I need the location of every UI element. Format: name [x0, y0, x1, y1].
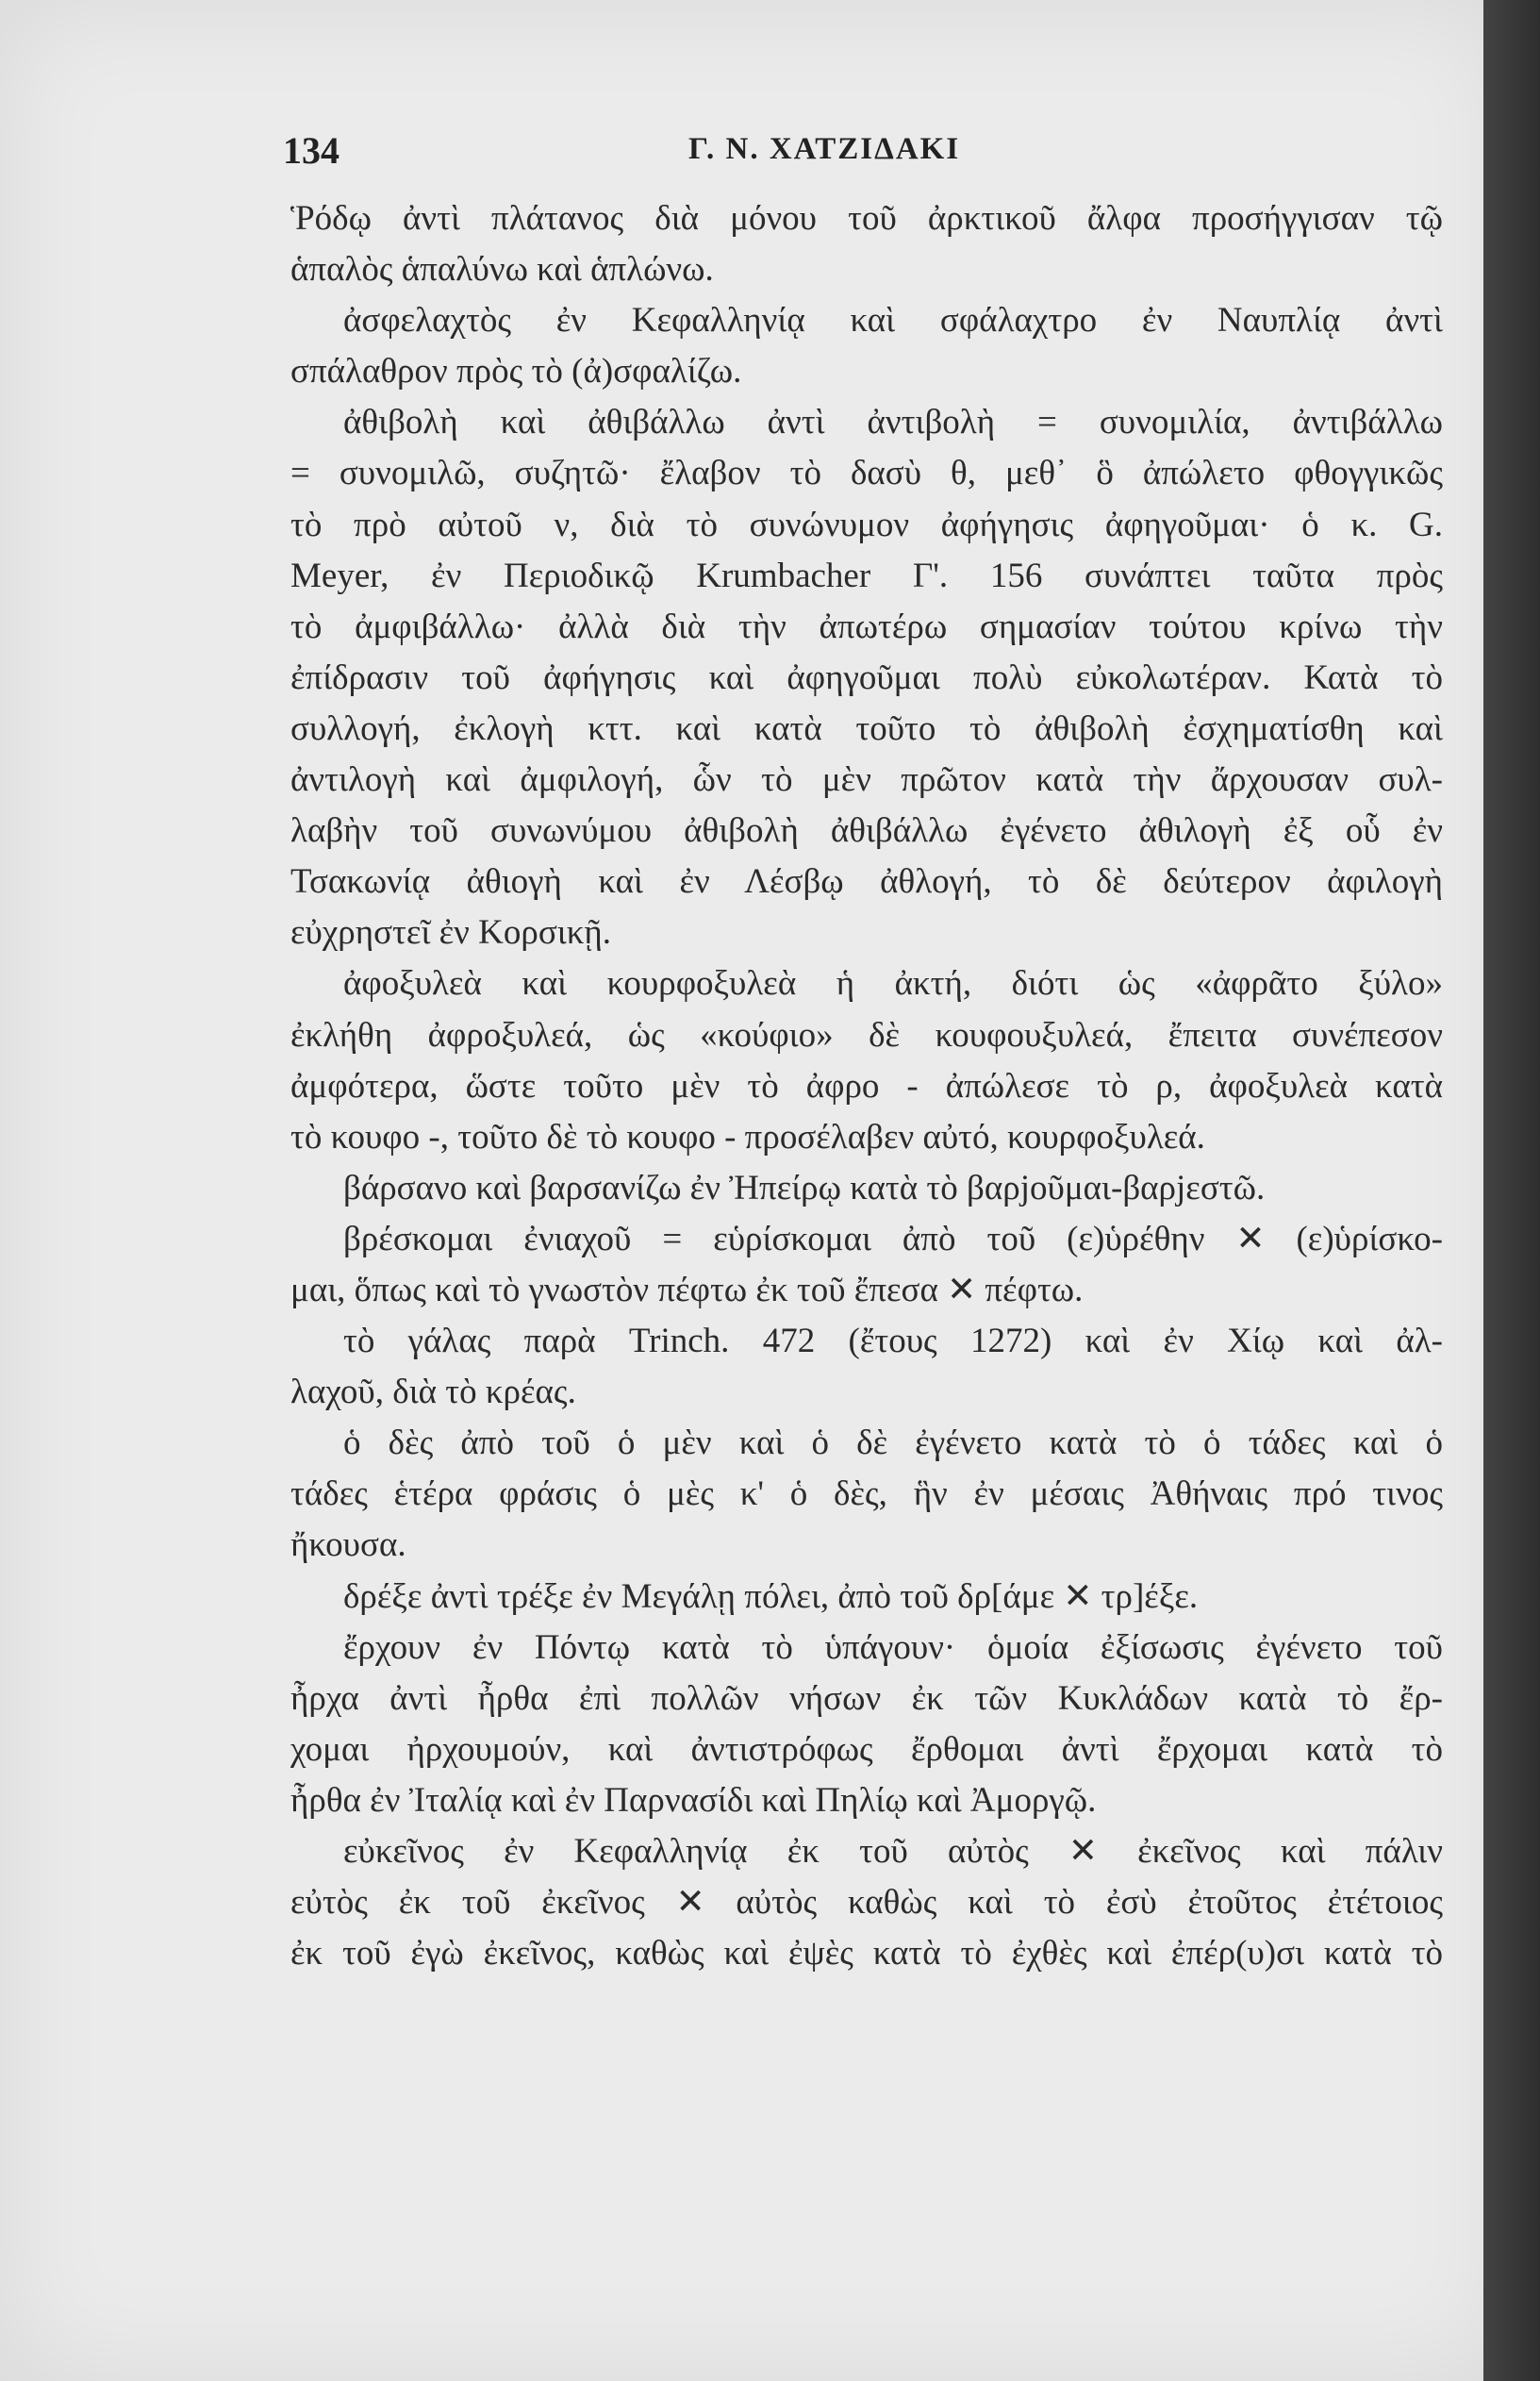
- text-line: λαβὴν τοῦ συνωνύμου ἀθιβολὴ ἀθιβάλλω ἐγένετο ἀθιλογὴ ἐξ οὗ ἐν: [290, 811, 1443, 851]
- text-line: Ῥόδῳ ἀντὶ πλάτανος διὰ μόνου τοῦ ἀρκτικοῦ ἄλφα προσήγγισαν τῷ: [290, 199, 1443, 238]
- text-line: ἤκουσα.: [290, 1525, 406, 1565]
- text-line: συλλογή, ἐκλογὴ κττ. καὶ κατὰ τοῦτο τὸ ἀθιβολὴ ἐσχηματίσθη καὶ: [290, 708, 1443, 748]
- text-line: μαι, ὅπως καὶ τὸ γνωστὸν πέφτω ἐκ τοῦ ἔπεσα ✕ πέφτω.: [290, 1270, 1084, 1309]
- book-spine-shadow: [1483, 0, 1540, 2381]
- text-line: ἐκ τοῦ ἐγὼ ἐκεῖνος, καθὼς καὶ ἐψὲς κατὰ τὸ ἐχθὲς καὶ ἐπέρ(υ)σι κατὰ τὸ: [290, 1934, 1443, 1973]
- text-line: ἦρθα ἐν Ἰταλίᾳ καὶ ἐν Παρνασίδι καὶ Πηλίῳ καὶ Ἀμοργῷ.: [290, 1780, 1097, 1820]
- text-line: Τσακωνίᾳ ἀθιογὴ καὶ ἐν Λέσβῳ ἀθλογή, τὸ δὲ δεύτερον ἀφιλογὴ: [290, 862, 1443, 902]
- text-line: τὸ κουφο -, τοῦτο δὲ τὸ κουφο - προσέλαβεν αὐτό, κουρφοξυλεά.: [290, 1117, 1205, 1157]
- text-line: εὐχρηστεῖ ἐν Κορσικῇ.: [290, 913, 611, 953]
- page-header: [283, 128, 1443, 175]
- text-line: ἁπαλὸς ἁπαλύνω καὶ ἁπλώνω.: [290, 250, 714, 290]
- text-line: ἀντιλογὴ καὶ ἀμφιλογή, ὧν τὸ μὲν πρῶτον κατὰ τὴν ἄρχουσαν συλ-: [290, 760, 1443, 800]
- text-line: τὸ ἀμφιβάλλω· ἀλλὰ διὰ τὴν ἀπωτέρω σημασίαν τούτου κρίνω τὴν: [290, 607, 1443, 646]
- running-head: Γ. Ν. ΧΑΤΖΙΔΑΚΙ: [688, 132, 961, 166]
- text-line: εὐκεῖνος ἐν Κεφαλληνίᾳ ἐκ τοῦ αὐτὸς ✕ ἐκεῖνος καὶ πάλιν: [343, 1832, 1443, 1871]
- text-line: βρέσκομαι ἐνιαχοῦ = εὑρίσκομαι ἀπὸ τοῦ (ε)ὑρέθην ✕ (ε)ὑρίσκο-: [343, 1219, 1443, 1258]
- text-line: Meyer, ἐν Περιοδικῷ Krumbacher Γ'. 156 συνάπτει ταῦτα πρὸς: [290, 556, 1443, 595]
- text-line: τάδες ἑτέρα φράσις ὁ μὲς κ' ὁ δὲς, ἣν ἐν μέσαις Ἀθήναις πρό τινος: [290, 1474, 1443, 1514]
- text-line: τὸ πρὸ αὐτοῦ ν, διὰ τὸ συνώνυμον ἀφήγησις ἀφηγοῦμαι· ὁ κ. G.: [290, 505, 1443, 544]
- text-line: ὁ δὲς ἀπὸ τοῦ ὁ μὲν καὶ ὁ δὲ ἐγένετο κατὰ τὸ ὁ τάδες καὶ ὁ: [343, 1424, 1443, 1463]
- body-text: [290, 193, 1443, 1979]
- page-number: 134: [283, 129, 339, 172]
- text-line: ἦρχα ἀντὶ ἦρθα ἐπὶ πολλῶν νήσων ἐκ τῶν Κυκλάδων κατὰ τὸ ἔρ-: [290, 1678, 1443, 1718]
- text-line: βάρσανο καὶ βαρσανίζω ἐν Ἠπείρῳ κατὰ τὸ βαρjοῦμαι-βαρjεστῶ.: [343, 1168, 1266, 1207]
- text-line: ἀφοξυλεὰ καὶ κουρφοξυλεὰ ἡ ἀκτή, διότι ὡς «ἀφρᾶτο ξύλο»: [343, 964, 1443, 1004]
- text-line: χομαι ἠρχουμούν, καὶ ἀντιστρόφως ἔρθομαι ἀντὶ ἔρχομαι κατὰ τὸ: [290, 1729, 1443, 1769]
- text-line: εὐτὸς ἐκ τοῦ ἐκεῖνος ✕ αὐτὸς καθὼς καὶ τὸ ἐσὺ ἐτοῦτος ἐτέτοιος: [290, 1883, 1443, 1923]
- text-line: ἐκλήθη ἀφροξυλεά, ὡς «κούφιο» δὲ κουφουξυλεά, ἔπειτα συνέπεσον: [290, 1015, 1443, 1055]
- text-line: δρέξε ἀντὶ τρέξε ἐν Μεγάλῃ πόλει, ἀπὸ τοῦ δρ[άμε ✕ τρ]έξε.: [343, 1576, 1199, 1616]
- text-line: λαχοῦ, διὰ τὸ κρέας.: [290, 1373, 576, 1412]
- text-line: ἔρχουν ἐν Πόντῳ κατὰ τὸ ὑπάγουν· ὁμοία ἐξίσωσις ἐγένετο τοῦ: [343, 1627, 1443, 1667]
- text-line: ἀσφελαχτὸς ἐν Κεφαλληνίᾳ καὶ σφάλαχτρο ἐν Ναυπλίᾳ ἀντὶ: [343, 301, 1443, 341]
- text-line: ἐπίδρασιν τοῦ ἀφήγησις καὶ ἀφηγοῦμαι πολὺ εὐκολωτέραν. Κατὰ τὸ: [290, 658, 1443, 697]
- text-line: σπάλαθρον πρὸς τὸ (ἀ)σφαλίζω.: [290, 352, 742, 391]
- text-line: ἀμφότερα, ὥστε τοῦτο μὲν τὸ ἀφρο - ἀπώλεσε τὸ ρ, ἀφοξυλεὰ κατὰ: [290, 1066, 1443, 1106]
- text-line: = συνομιλῶ, συζητῶ· ἔλαβον τὸ δασὺ θ, μεθ᾽ ὃ ἀπώλετο φθογγικῶς: [290, 454, 1443, 493]
- text-line: ἀθιβολὴ καὶ ἀθιβάλλω ἀντὶ ἀντιβολὴ = συνομιλία, ἀντιβάλλω: [343, 403, 1443, 442]
- text-line: τὸ γάλας παρὰ Trinch. 472 (ἔτους 1272) καὶ ἐν Χίῳ καὶ ἀλ-: [343, 1322, 1443, 1361]
